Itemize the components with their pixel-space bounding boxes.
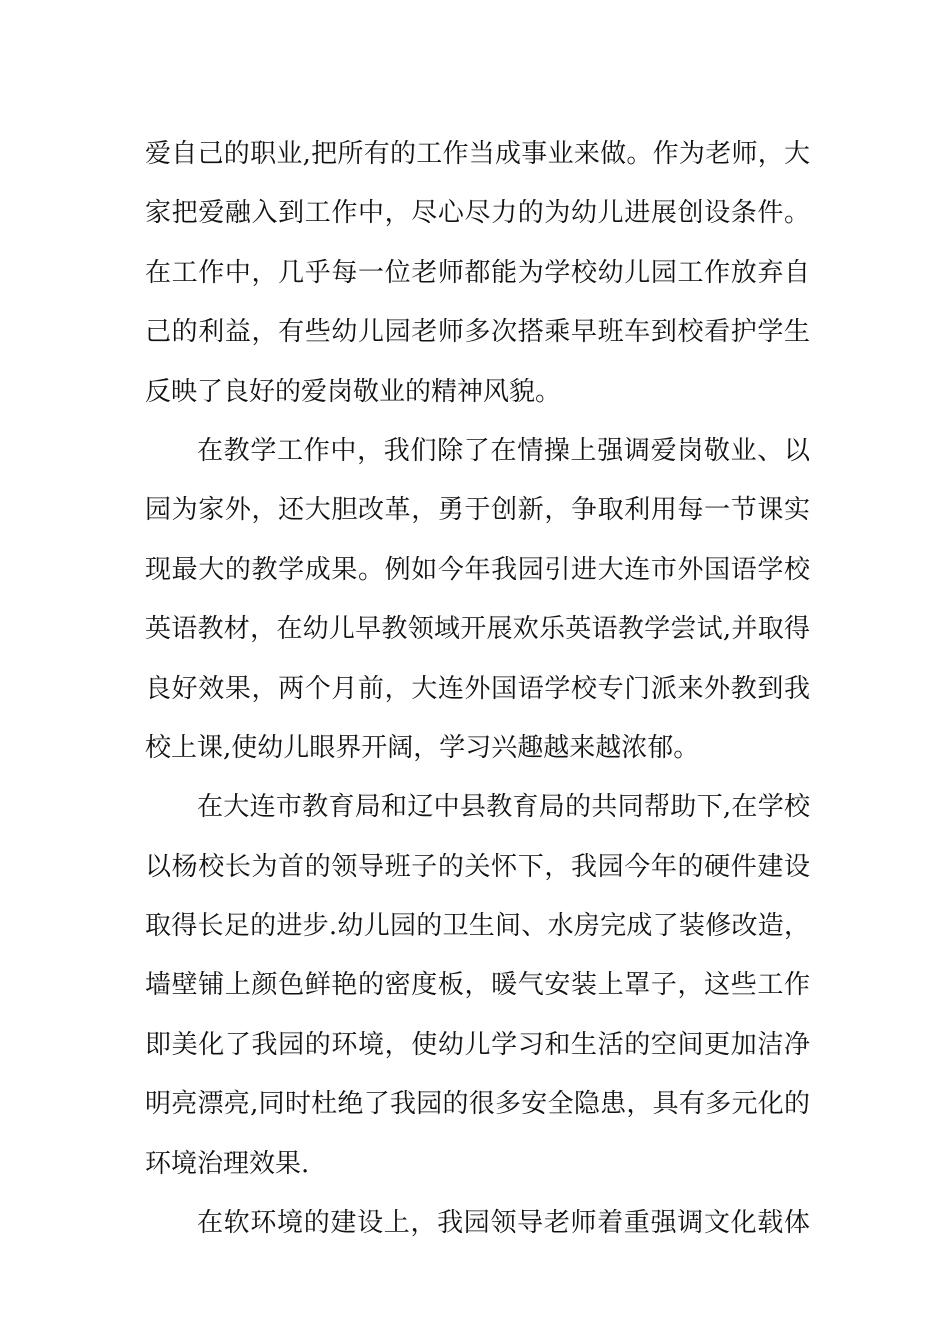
text-line: 取得长足的进步.幼儿园的卫生间、水房完成了装修改造，: [145, 911, 810, 942]
body-text: [145, 128, 810, 1256]
text-line: 环境治理效果.: [145, 1148, 310, 1179]
paragraph-first-line: 在大连市教育局和辽中县教育局的共同帮助下,在学校: [197, 792, 810, 823]
text-line: 现最大的教学成果。例如今年我园引进大连市外国语学校: [145, 554, 810, 585]
paragraph-first-line: 在软环境的建设上，我园领导老师着重强调文化载体: [197, 1208, 810, 1239]
text-line: 园为家外，还大胆改革，勇于创新，争取利用每一节课实: [145, 495, 810, 526]
text-line: 在工作中，几乎每一位老师都能为学校幼儿园工作放弃自: [145, 257, 810, 288]
text-line: 墙壁铺上颜色鲜艳的密度板，暖气安装上罩子，这些工作: [145, 970, 810, 1001]
text-line: 即美化了我园的环境，使幼儿学习和生活的空间更加洁净: [145, 1029, 810, 1060]
text-line: 校上课,使幼儿眼界开阔，学习兴趣越来越浓郁。: [145, 732, 700, 763]
text-line: 良好效果，两个月前，大连外国语学校专门派来外教到我: [145, 673, 810, 704]
text-line: 爱自己的职业,把所有的工作当成事业来做。作为老师，大: [145, 139, 810, 169]
text-line: 家把爱融入到工作中，尽心尽力的为幼儿进展创设条件。: [145, 198, 810, 229]
text-line: 己的利益，有些幼儿园老师多次搭乘早班车到校看护学生: [145, 317, 810, 348]
text-line: 英语教材，在幼儿早教领域开展欢乐英语教学尝试,并取得: [145, 614, 810, 645]
text-line: 明亮漂亮,同时杜绝了我园的很多安全隐患，具有多元化的: [145, 1089, 810, 1120]
text-line: 反映了良好的爱岗敬业的精神风貌。: [145, 376, 562, 407]
text-line: 以杨校长为首的领导班子的关怀下，我园今年的硬件建设: [145, 851, 810, 882]
paragraph-first-line: 在教学工作中，我们除了在情操上强调爱岗敬业、以: [197, 435, 810, 466]
